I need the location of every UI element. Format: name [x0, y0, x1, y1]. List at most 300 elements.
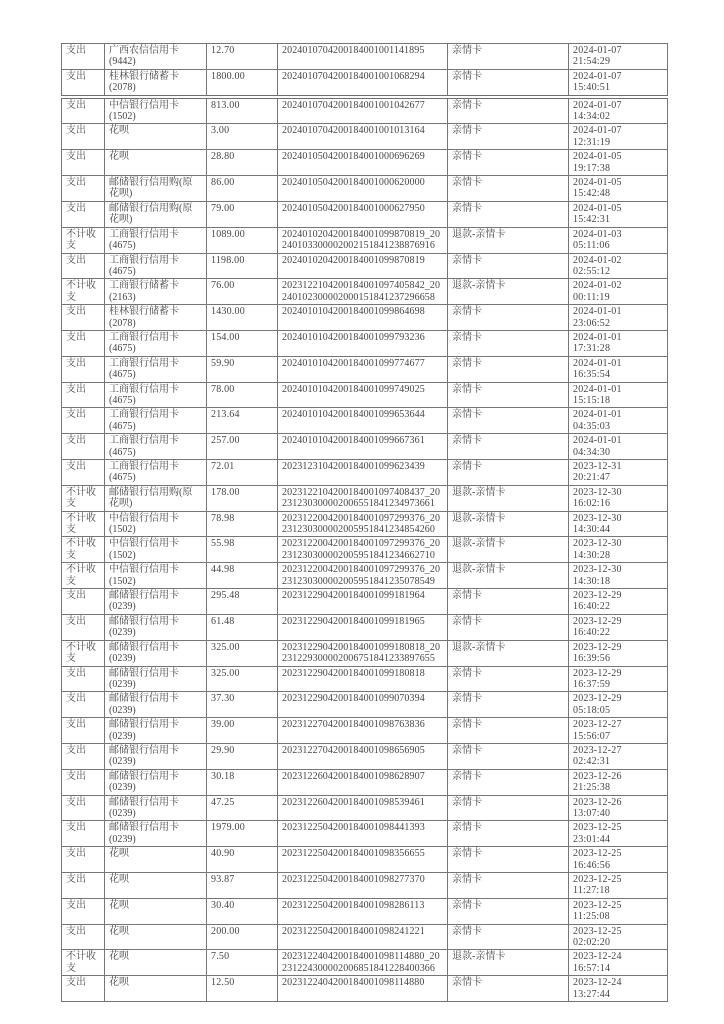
cell-datetime — [569, 873, 668, 899]
cell-amount: 7.50 — [207, 950, 278, 976]
cell-datetime — [569, 950, 668, 976]
time-text: 14:30:28 — [573, 549, 611, 561]
cell-tag: 亲情卡 — [448, 69, 569, 96]
cell-transaction-id: 2024010704200184001001013164 — [278, 124, 448, 150]
cell-tag: 亲情卡 — [448, 976, 569, 1002]
date-text: 2023-12-29 — [573, 693, 622, 705]
cell-datetime — [569, 795, 668, 821]
cell-transaction-id: 2024010104200184001099667361 — [278, 434, 448, 460]
time-text: 02:02:20 — [573, 937, 611, 949]
cell-datetime — [569, 640, 668, 666]
cell-account: 邮储银行信用购(原花呗) — [105, 176, 207, 202]
cell-type: 支出 — [62, 253, 105, 279]
cell-account: 邮储银行信用卡(0239) — [105, 769, 207, 795]
cell-tag: 亲情卡 — [448, 795, 569, 821]
cell-account: 花呗 — [105, 873, 207, 899]
cell-transaction-id: 2024010504200184001000627950 — [278, 201, 448, 227]
time-text: 21:54:29 — [573, 56, 611, 68]
date-text: 2023-12-30 — [573, 538, 622, 550]
table-row — [62, 614, 668, 640]
cell-transaction-id: 2024010704200184001001068294 — [278, 69, 448, 96]
date-text: 2023-12-25 — [573, 925, 622, 937]
table-row — [62, 769, 668, 795]
table-row — [62, 924, 668, 950]
cell-tag: 亲情卡 — [448, 614, 569, 640]
cell-account: 工商银行信用卡(4675) — [105, 227, 207, 253]
time-text: 21:25:38 — [573, 782, 611, 794]
cell-transaction-id: 2023122604200184001098539461 — [278, 795, 448, 821]
cell-account: 中信银行信用卡(1502) — [105, 97, 207, 124]
cell-account: 邮储银行信用卡(0239) — [105, 640, 207, 666]
time-text: 23:01:44 — [573, 833, 611, 845]
cell-amount: 72.01 — [207, 460, 278, 486]
cell-datetime — [569, 97, 668, 124]
date-text: 2024-01-07 — [573, 70, 622, 82]
time-text: 16:40:22 — [573, 627, 611, 639]
table-row — [62, 795, 668, 821]
cell-tag: 亲情卡 — [448, 589, 569, 615]
table-row — [62, 253, 668, 279]
date-text: 2024-01-07 — [573, 125, 622, 137]
cell-amount: 1800.00 — [207, 69, 278, 96]
cell-account: 邮储银行信用卡(0239) — [105, 692, 207, 718]
cell-tag: 亲情卡 — [448, 847, 569, 873]
table-row — [62, 563, 668, 589]
table-row — [62, 69, 668, 96]
cell-type: 支出 — [62, 873, 105, 899]
cell-tag: 退款-亲情卡 — [448, 227, 569, 253]
cell-datetime — [569, 821, 668, 847]
cell-amount: 30.40 — [207, 898, 278, 924]
cell-account: 花呗 — [105, 924, 207, 950]
date-text: 2023-12-29 — [573, 641, 622, 653]
time-text: 13:07:40 — [573, 807, 611, 819]
table-row — [62, 847, 668, 873]
cell-amount: 12.50 — [207, 976, 278, 1002]
cell-transaction-id: 2023122504200184001098241221 — [278, 924, 448, 950]
cell-type: 支出 — [62, 614, 105, 640]
cell-tag: 退款-亲情卡 — [448, 279, 569, 305]
cell-datetime — [569, 976, 668, 1002]
cell-tag: 亲情卡 — [448, 898, 569, 924]
cell-amount: 200.00 — [207, 924, 278, 950]
cell-datetime — [569, 201, 668, 227]
cell-type: 支出 — [62, 382, 105, 408]
cell-datetime — [569, 227, 668, 253]
cell-transaction-id: 2023122104200184001097405842_20240102300002000151841237296658 — [278, 279, 448, 305]
table-row — [62, 743, 668, 769]
date-text: 2024-01-05 — [573, 177, 622, 189]
cell-account: 邮储银行信用卡(0239) — [105, 614, 207, 640]
table-row — [62, 950, 668, 976]
cell-account: 花呗 — [105, 950, 207, 976]
cell-transaction-id: 2024010204200184001099870819_20240103300002002151841238876916 — [278, 227, 448, 253]
date-text: 2024-01-02 — [573, 280, 622, 292]
cell-account: 工商银行信用卡(4675) — [105, 460, 207, 486]
cell-amount: 93.87 — [207, 873, 278, 899]
cell-account: 花呗 — [105, 150, 207, 176]
cell-tag: 亲情卡 — [448, 305, 569, 331]
cell-account: 邮储银行信用购(原花呗) — [105, 201, 207, 227]
cell-amount: 44.98 — [207, 563, 278, 589]
time-text: 14:30:44 — [573, 524, 611, 536]
cell-tag: 亲情卡 — [448, 692, 569, 718]
cell-tag: 亲情卡 — [448, 924, 569, 950]
cell-tag: 亲情卡 — [448, 873, 569, 899]
cell-type: 不计收支 — [62, 227, 105, 253]
cell-account: 桂林银行储蓄卡(2078) — [105, 69, 207, 96]
cell-tag: 亲情卡 — [448, 176, 569, 202]
table-row — [62, 305, 668, 331]
cell-account: 中信银行信用卡(1502) — [105, 511, 207, 537]
date-text: 2023-12-27 — [573, 744, 622, 756]
cell-tag: 退款-亲情卡 — [448, 563, 569, 589]
time-text: 14:30:18 — [573, 575, 611, 587]
cell-tag: 亲情卡 — [448, 666, 569, 692]
cell-account: 花呗 — [105, 124, 207, 150]
cell-account: 工商银行信用卡(4675) — [105, 330, 207, 356]
cell-type: 支出 — [62, 460, 105, 486]
cell-transaction-id: 2023122004200184001097299376_20231230300002005951841234662710 — [278, 537, 448, 563]
cell-transaction-id: 2024010704200184001001141895 — [278, 44, 448, 70]
cell-amount: 39.00 — [207, 718, 278, 744]
time-text: 12:31:19 — [573, 136, 611, 148]
cell-amount: 178.00 — [207, 485, 278, 511]
time-text: 15:40:51 — [573, 82, 611, 94]
table-row — [62, 898, 668, 924]
cell-transaction-id: 2024010504200184001000620000 — [278, 176, 448, 202]
cell-amount: 3.00 — [207, 124, 278, 150]
time-text: 19:17:38 — [573, 162, 611, 174]
date-text: 2024-01-01 — [573, 357, 622, 369]
date-text: 2023-12-25 — [573, 899, 622, 911]
table-row — [62, 692, 668, 718]
cell-account: 邮储银行信用卡(0239) — [105, 718, 207, 744]
cell-type: 支出 — [62, 97, 105, 124]
date-text: 2023-12-24 — [573, 951, 622, 963]
cell-transaction-id: 2024010104200184001099864698 — [278, 305, 448, 331]
transactions-table-body — [62, 44, 668, 1002]
cell-tag: 亲情卡 — [448, 356, 569, 382]
cell-transaction-id: 2024010504200184001000696269 — [278, 150, 448, 176]
cell-datetime — [569, 434, 668, 460]
time-text: 16:57:14 — [573, 962, 611, 974]
time-text: 00:11:19 — [573, 291, 610, 303]
cell-amount: 813.00 — [207, 97, 278, 124]
cell-account: 邮储银行信用卡(0239) — [105, 743, 207, 769]
cell-datetime — [569, 769, 668, 795]
cell-tag: 亲情卡 — [448, 124, 569, 150]
cell-type: 支出 — [62, 666, 105, 692]
cell-tag: 亲情卡 — [448, 743, 569, 769]
date-text: 2024-01-01 — [573, 435, 622, 447]
cell-type: 支出 — [62, 795, 105, 821]
cell-tag: 亲情卡 — [448, 97, 569, 124]
date-text: 2023-12-30 — [573, 512, 622, 524]
cell-tag: 亲情卡 — [448, 718, 569, 744]
cell-amount: 78.98 — [207, 511, 278, 537]
transactions-table — [61, 43, 668, 1002]
cell-datetime — [569, 563, 668, 589]
cell-type: 支出 — [62, 589, 105, 615]
date-text: 2024-01-01 — [573, 409, 622, 421]
cell-datetime — [569, 666, 668, 692]
table-row — [62, 434, 668, 460]
cell-transaction-id: 2023122004200184001097299376_20231230300002005951841235078549 — [278, 563, 448, 589]
cell-datetime — [569, 898, 668, 924]
cell-amount: 1430.00 — [207, 305, 278, 331]
cell-amount: 59.90 — [207, 356, 278, 382]
cell-tag: 退款-亲情卡 — [448, 950, 569, 976]
cell-datetime — [569, 589, 668, 615]
cell-transaction-id: 2023122604200184001098628907 — [278, 769, 448, 795]
cell-datetime — [569, 718, 668, 744]
cell-datetime — [569, 460, 668, 486]
cell-tag: 亲情卡 — [448, 821, 569, 847]
table-row — [62, 356, 668, 382]
cell-transaction-id: 2024010104200184001099749025 — [278, 382, 448, 408]
cell-datetime — [569, 150, 668, 176]
cell-type: 支出 — [62, 408, 105, 434]
cell-type: 支出 — [62, 69, 105, 96]
time-text: 02:42:31 — [573, 756, 611, 768]
cell-type: 支出 — [62, 898, 105, 924]
table-row — [62, 666, 668, 692]
cell-tag: 亲情卡 — [448, 44, 569, 70]
time-text: 04:34:30 — [573, 446, 611, 458]
date-text: 2023-12-27 — [573, 719, 622, 731]
table-row — [62, 150, 668, 176]
time-text: 04:35:03 — [573, 420, 611, 432]
cell-tag: 亲情卡 — [448, 434, 569, 460]
cell-amount: 86.00 — [207, 176, 278, 202]
date-text: 2023-12-30 — [573, 486, 622, 498]
cell-transaction-id: 2023122904200184001099181964 — [278, 589, 448, 615]
cell-account: 工商银行信用卡(4675) — [105, 253, 207, 279]
time-text: 15:42:31 — [573, 214, 611, 226]
cell-account: 工商银行信用卡(4675) — [105, 356, 207, 382]
cell-datetime — [569, 356, 668, 382]
cell-type: 支出 — [62, 150, 105, 176]
cell-account: 花呗 — [105, 976, 207, 1002]
cell-amount: 47.25 — [207, 795, 278, 821]
cell-datetime — [569, 124, 668, 150]
cell-transaction-id: 2023123104200184001099623439 — [278, 460, 448, 486]
cell-type: 支出 — [62, 356, 105, 382]
cell-amount: 76.00 — [207, 279, 278, 305]
time-text: 15:15:18 — [573, 394, 611, 406]
cell-transaction-id: 2023122104200184001097408437_20231230300002006551841234973661 — [278, 485, 448, 511]
cell-account: 工商银行信用卡(4675) — [105, 382, 207, 408]
cell-datetime — [569, 279, 668, 305]
cell-type: 不计收支 — [62, 950, 105, 976]
cell-tag: 退款-亲情卡 — [448, 537, 569, 563]
cell-tag: 亲情卡 — [448, 253, 569, 279]
time-text: 16:39:56 — [573, 653, 611, 665]
cell-transaction-id: 2023122704200184001098656905 — [278, 743, 448, 769]
cell-datetime — [569, 253, 668, 279]
table-row — [62, 97, 668, 124]
time-text: 11:27:18 — [573, 885, 610, 897]
time-text: 16:37:59 — [573, 678, 611, 690]
cell-type: 支出 — [62, 124, 105, 150]
cell-account: 桂林银行储蓄卡(2078) — [105, 305, 207, 331]
cell-datetime — [569, 44, 668, 70]
cell-type: 支出 — [62, 44, 105, 70]
table-row — [62, 124, 668, 150]
cell-transaction-id: 2024010104200184001099793236 — [278, 330, 448, 356]
date-text: 2023-12-29 — [573, 590, 622, 602]
cell-datetime — [569, 692, 668, 718]
cell-type: 支出 — [62, 743, 105, 769]
table-row — [62, 485, 668, 511]
cell-type: 不计收支 — [62, 537, 105, 563]
table-row — [62, 176, 668, 202]
table-row — [62, 589, 668, 615]
cell-transaction-id: 2023122004200184001097299376_20231230300002005951841234854260 — [278, 511, 448, 537]
cell-amount: 29.90 — [207, 743, 278, 769]
cell-datetime — [569, 924, 668, 950]
cell-account: 工商银行信用卡(4675) — [105, 434, 207, 460]
cell-tag: 亲情卡 — [448, 330, 569, 356]
cell-type: 支出 — [62, 924, 105, 950]
cell-amount: 1089.00 — [207, 227, 278, 253]
table-row — [62, 537, 668, 563]
cell-amount: 325.00 — [207, 666, 278, 692]
cell-account: 花呗 — [105, 898, 207, 924]
cell-type: 支出 — [62, 847, 105, 873]
table-row — [62, 460, 668, 486]
cell-tag: 亲情卡 — [448, 460, 569, 486]
cell-account: 工商银行信用卡(4675) — [105, 408, 207, 434]
date-text: 2023-12-26 — [573, 796, 622, 808]
cell-transaction-id: 2023122504200184001098356655 — [278, 847, 448, 873]
date-text: 2023-12-24 — [573, 977, 622, 989]
date-text: 2023-12-29 — [573, 667, 622, 679]
cell-account: 邮储银行信用卡(0239) — [105, 795, 207, 821]
table-row — [62, 640, 668, 666]
date-text: 2024-01-05 — [573, 151, 622, 163]
cell-amount: 28.80 — [207, 150, 278, 176]
date-text: 2024-01-01 — [573, 331, 622, 343]
cell-datetime — [569, 847, 668, 873]
time-text: 16:46:56 — [573, 859, 611, 871]
table-row — [62, 279, 668, 305]
date-text: 2023-12-25 — [573, 848, 622, 860]
cell-datetime — [569, 305, 668, 331]
time-text: 20:21:47 — [573, 472, 611, 484]
cell-type: 支出 — [62, 718, 105, 744]
cell-datetime — [569, 176, 668, 202]
table-row — [62, 718, 668, 744]
cell-amount: 257.00 — [207, 434, 278, 460]
time-text: 15:42:48 — [573, 188, 611, 200]
cell-account: 工商银行储蓄卡(2163) — [105, 279, 207, 305]
cell-transaction-id: 2024010104200184001099653644 — [278, 408, 448, 434]
table-row — [62, 201, 668, 227]
table-row — [62, 408, 668, 434]
cell-type: 支出 — [62, 330, 105, 356]
cell-tag: 亲情卡 — [448, 408, 569, 434]
cell-tag: 亲情卡 — [448, 201, 569, 227]
cell-amount: 295.48 — [207, 589, 278, 615]
table-row — [62, 511, 668, 537]
time-text: 16:02:16 — [573, 498, 611, 510]
time-text: 23:06:52 — [573, 317, 611, 329]
cell-amount: 325.00 — [207, 640, 278, 666]
cell-type: 不计收支 — [62, 279, 105, 305]
cell-datetime — [569, 69, 668, 96]
time-text: 11:25:08 — [573, 911, 610, 923]
cell-tag: 亲情卡 — [448, 382, 569, 408]
time-text: 16:35:54 — [573, 369, 611, 381]
cell-type: 不计收支 — [62, 563, 105, 589]
cell-transaction-id: 2023122504200184001098441393 — [278, 821, 448, 847]
cell-amount: 79.00 — [207, 201, 278, 227]
table-row — [62, 382, 668, 408]
date-text: 2023-12-25 — [573, 874, 622, 885]
cell-type: 不计收支 — [62, 511, 105, 537]
cell-amount: 1198.00 — [207, 253, 278, 279]
cell-amount: 61.48 — [207, 614, 278, 640]
cell-transaction-id: 2023122904200184001099180818_20231229300002006751841233897655 — [278, 640, 448, 666]
table-row — [62, 227, 668, 253]
cell-tag: 亲情卡 — [448, 769, 569, 795]
cell-datetime — [569, 382, 668, 408]
cell-datetime — [569, 511, 668, 537]
cell-type: 不计收支 — [62, 640, 105, 666]
table-row — [62, 873, 668, 899]
cell-type: 支出 — [62, 176, 105, 202]
time-text: 14:34:02 — [573, 111, 611, 123]
cell-type: 支出 — [62, 692, 105, 718]
cell-account: 花呗 — [105, 847, 207, 873]
cell-account: 邮储银行信用卡(0239) — [105, 821, 207, 847]
cell-amount: 1979.00 — [207, 821, 278, 847]
time-text: 05:18:05 — [573, 704, 611, 716]
date-text: 2024-01-01 — [573, 383, 622, 395]
date-text: 2024-01-03 — [573, 228, 622, 240]
cell-type: 支出 — [62, 434, 105, 460]
cell-amount: 30.18 — [207, 769, 278, 795]
time-text: 15:56:07 — [573, 730, 611, 742]
cell-transaction-id: 2024010104200184001099774677 — [278, 356, 448, 382]
date-text: 2024-01-02 — [573, 254, 622, 266]
cell-transaction-id: 2023122504200184001098286113 — [278, 898, 448, 924]
date-text: 2023-12-30 — [573, 564, 622, 576]
cell-transaction-id: 2023122404200184001098114880_20231224300002006851841228400366 — [278, 950, 448, 976]
cell-type: 支出 — [62, 305, 105, 331]
cell-account: 邮储银行信用卡(0239) — [105, 589, 207, 615]
cell-account: 中信银行信用卡(1502) — [105, 563, 207, 589]
cell-account: 邮储银行信用卡(0239) — [105, 666, 207, 692]
date-text: 2023-12-25 — [573, 822, 622, 834]
cell-tag: 退款-亲情卡 — [448, 640, 569, 666]
cell-tag: 亲情卡 — [448, 150, 569, 176]
cell-datetime — [569, 743, 668, 769]
cell-transaction-id: 2023122504200184001098277370 — [278, 873, 448, 899]
cell-amount: 78.00 — [207, 382, 278, 408]
cell-transaction-id: 2023122704200184001098763836 — [278, 718, 448, 744]
cell-account: 邮储银行信用购(原花呗) — [105, 485, 207, 511]
cell-type: 支出 — [62, 201, 105, 227]
cell-amount: 213.64 — [207, 408, 278, 434]
cell-amount: 154.00 — [207, 330, 278, 356]
cell-amount: 55.98 — [207, 537, 278, 563]
cell-tag: 退款-亲情卡 — [448, 511, 569, 537]
date-text: 2023-12-29 — [573, 615, 622, 627]
date-text: 2023-12-26 — [573, 770, 622, 782]
